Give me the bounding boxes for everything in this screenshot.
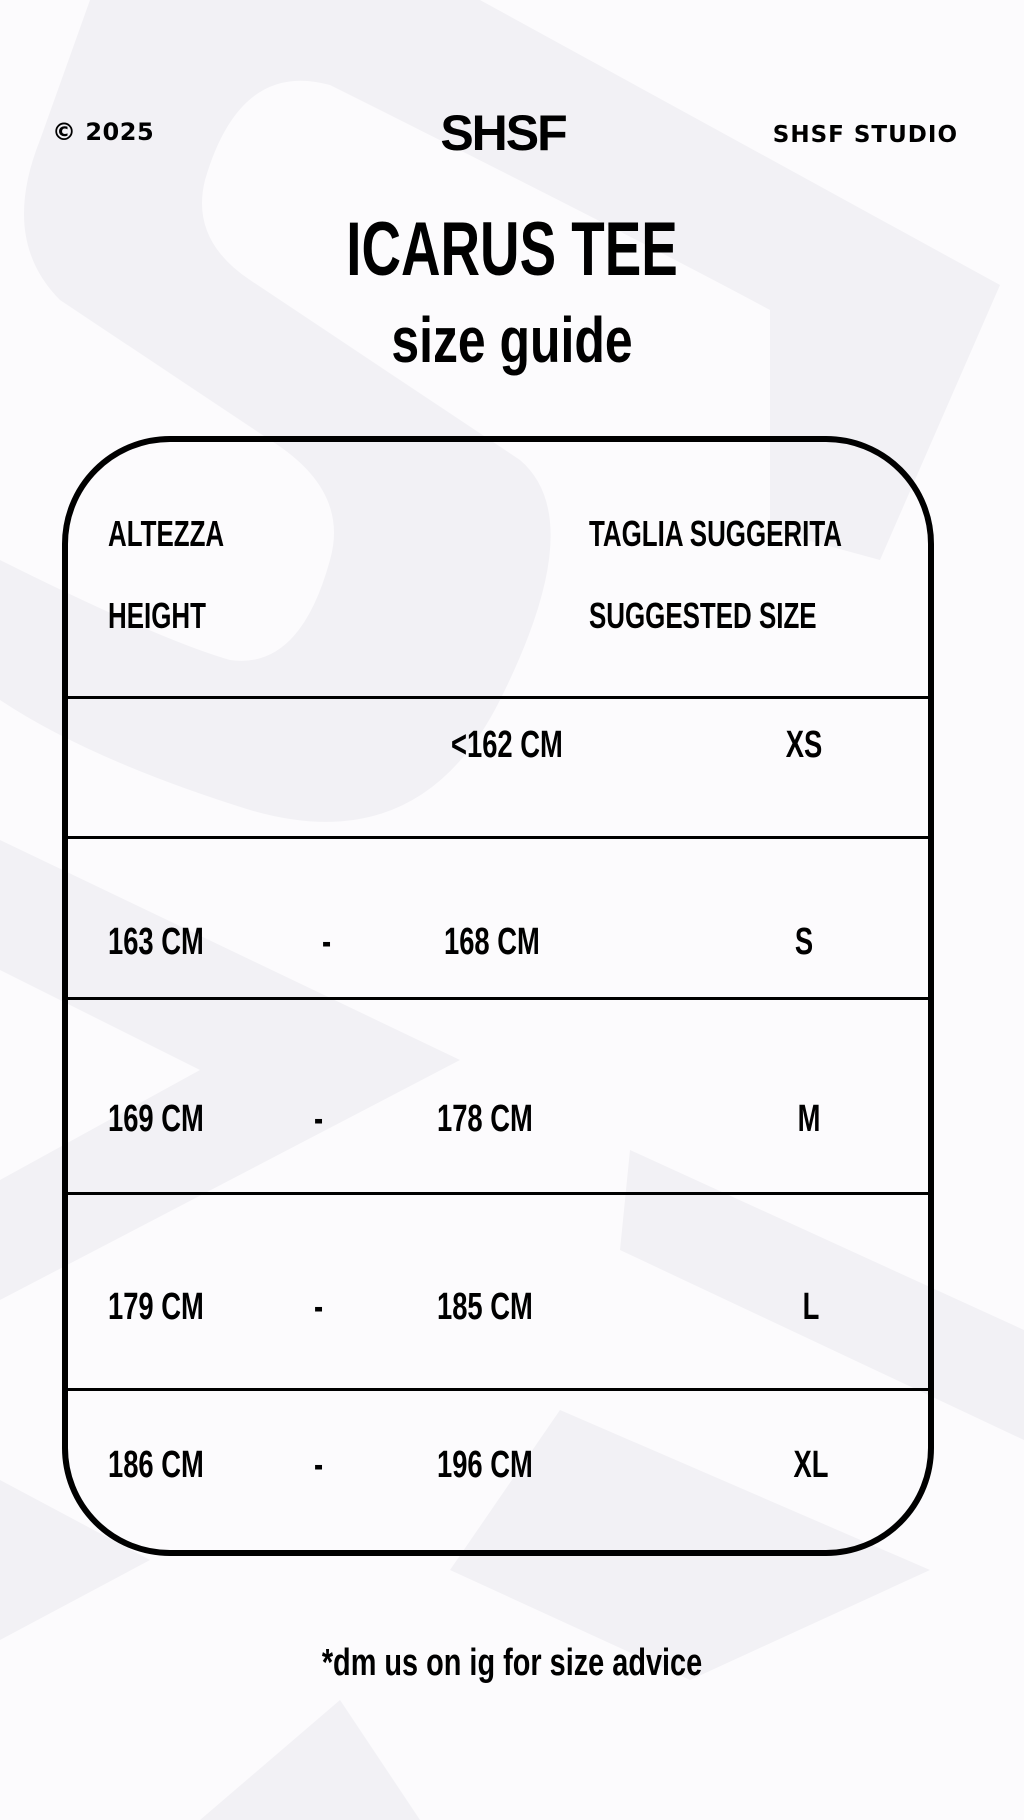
table-divider (66, 1192, 932, 1195)
row-l-dash: - (314, 1286, 324, 1328)
row-l-size: L (802, 1286, 820, 1328)
row-m-dash: - (314, 1098, 324, 1140)
size-advice-note: *dm us on ig for size advice (321, 1642, 703, 1684)
product-title: ICARUS TEE (346, 207, 678, 292)
row-s-dash: - (322, 921, 332, 963)
row-xs-size: XS (785, 724, 823, 766)
row-m-size: M (797, 1098, 821, 1140)
svg-text:SHSF: SHSF (440, 108, 566, 158)
row-l-from: 179 CM (108, 1286, 204, 1328)
table-divider (66, 836, 932, 839)
header-size-en: SUGGESTED SIZE (589, 595, 817, 636)
row-xl-from: 186 CM (108, 1444, 204, 1486)
header-size-it: TAGLIA SUGGERITA (589, 513, 842, 554)
row-m-from: 169 CM (108, 1098, 204, 1140)
row-l-to: 185 CM (437, 1286, 533, 1328)
copyright-text: © 2025 (52, 118, 155, 146)
size-guide-subtitle: size guide (391, 304, 633, 376)
row-xl-to: 196 CM (437, 1444, 533, 1486)
table-divider (66, 696, 932, 699)
row-s-to: 168 CM (444, 921, 540, 963)
row-s-from: 163 CM (108, 921, 204, 963)
row-xl-size: XL (793, 1444, 829, 1486)
studio-name: SHSF STUDIO (772, 122, 958, 148)
row-xl-dash: - (314, 1444, 324, 1486)
row-m-to: 178 CM (437, 1098, 533, 1140)
table-divider (66, 1388, 932, 1391)
header-height-en: HEIGHT (108, 595, 206, 636)
header-height-it: ALTEZZA (108, 513, 225, 554)
shsf-logo (436, 108, 570, 158)
row-xs-height: <162 CM (451, 724, 563, 766)
table-divider (66, 997, 932, 1000)
row-s-size: S (794, 921, 814, 963)
